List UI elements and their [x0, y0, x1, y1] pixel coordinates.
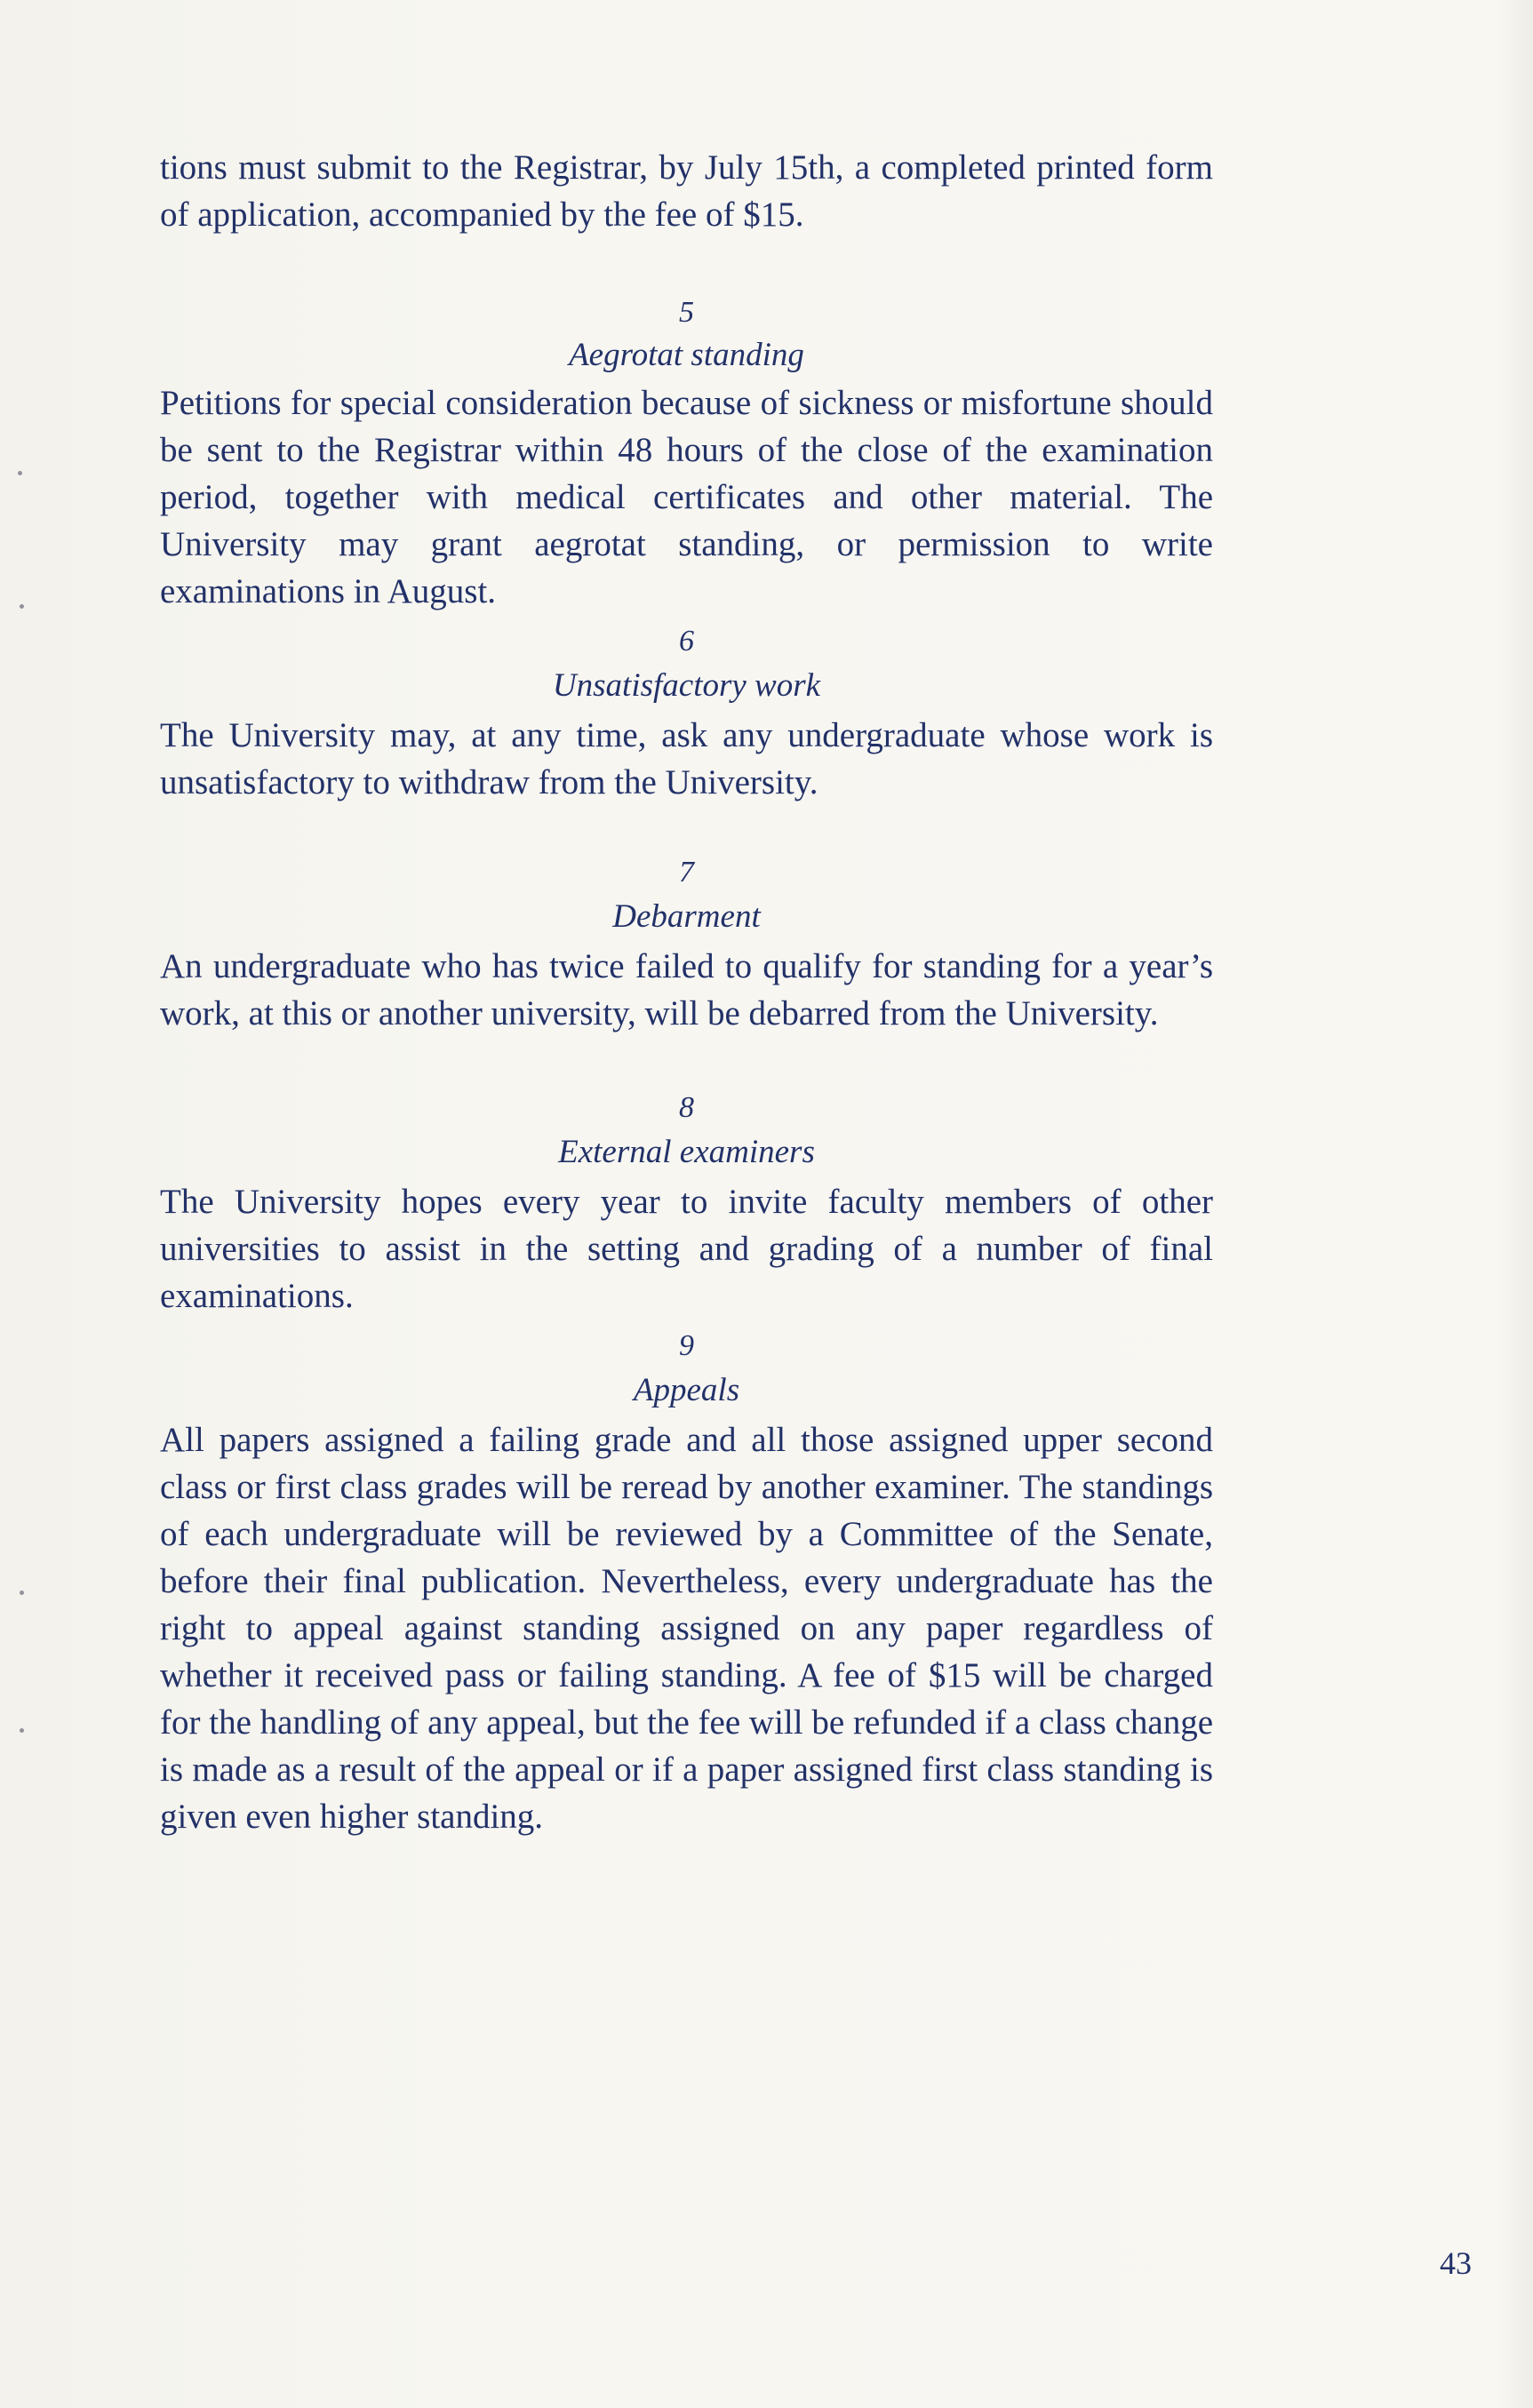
- section-8-title: External examiners: [558, 1134, 815, 1170]
- section-5-body: [160, 379, 1213, 615]
- section-9-body: [160, 1416, 1213, 1840]
- section-7-body: [160, 943, 1213, 1037]
- section-5-text: Petitions for special consideration because of sickness or misfortune should be sent to the Registrar within 48 hours of the close of the examination period, together with medical certificates and other material. The University may grant aegrotat standing, or permission to write examinations in August.: [160, 384, 1213, 610]
- paper-speck: [20, 604, 24, 609]
- intro-text: tions must submit to the Registrar, by July 15th, a completed printed form of application, accompanied by the fee of $15.: [160, 148, 1213, 234]
- section-8-text: The University hopes every year to invite faculty members of other universities to assist in the setting and grading of a number of final examinations.: [160, 1183, 1213, 1315]
- section-7-number: 7: [679, 856, 694, 889]
- section-9-title: Appeals: [633, 1372, 740, 1408]
- section-6-text: The University may, at any time, ask any undergraduate whose work is unsatisfactory to withdraw from the University.: [160, 716, 1213, 801]
- section-8-number: 8: [679, 1091, 694, 1124]
- paper-speck: [20, 1728, 24, 1733]
- page-edge-shadow: [1497, 0, 1533, 2408]
- section-7-title: Debarment: [612, 898, 761, 935]
- section-6-number: 6: [679, 625, 694, 658]
- section-9-text: All papers assigned a failing grade and all those assigned upper second class or first class grades will be reread by another examiner. The standings of each undergraduate will be reviewed by a Committee of the Senate, before their final publication. Nevertheless, every undergraduate has the right to appeal against standing assigned on any paper regardless of whether it received pass or failing standing. A fee of $15 will be charged for the handling of any appeal, but the fee will be refunded if a class change is made as a result of the appeal or if a paper assigned first class standing is given even higher standing.: [160, 1421, 1213, 1836]
- section-8-body: [160, 1178, 1213, 1320]
- section-5-number: 5: [679, 296, 694, 329]
- section-7-text: An undergraduate who has twice failed to qualify for standing for a year’s work, at this or another university, will be debarred from the University.: [160, 947, 1213, 1033]
- page-number: 43: [1440, 2245, 1472, 2281]
- section-6-title: Unsatisfactory work: [552, 667, 821, 704]
- section-9-number: 9: [679, 1329, 694, 1362]
- paper-speck: [20, 1591, 24, 1595]
- paper-speck: [18, 471, 22, 475]
- section-6-body: [160, 712, 1213, 806]
- section-5-title: Aegrotat standing: [569, 337, 804, 373]
- intro-paragraph: [160, 144, 1213, 238]
